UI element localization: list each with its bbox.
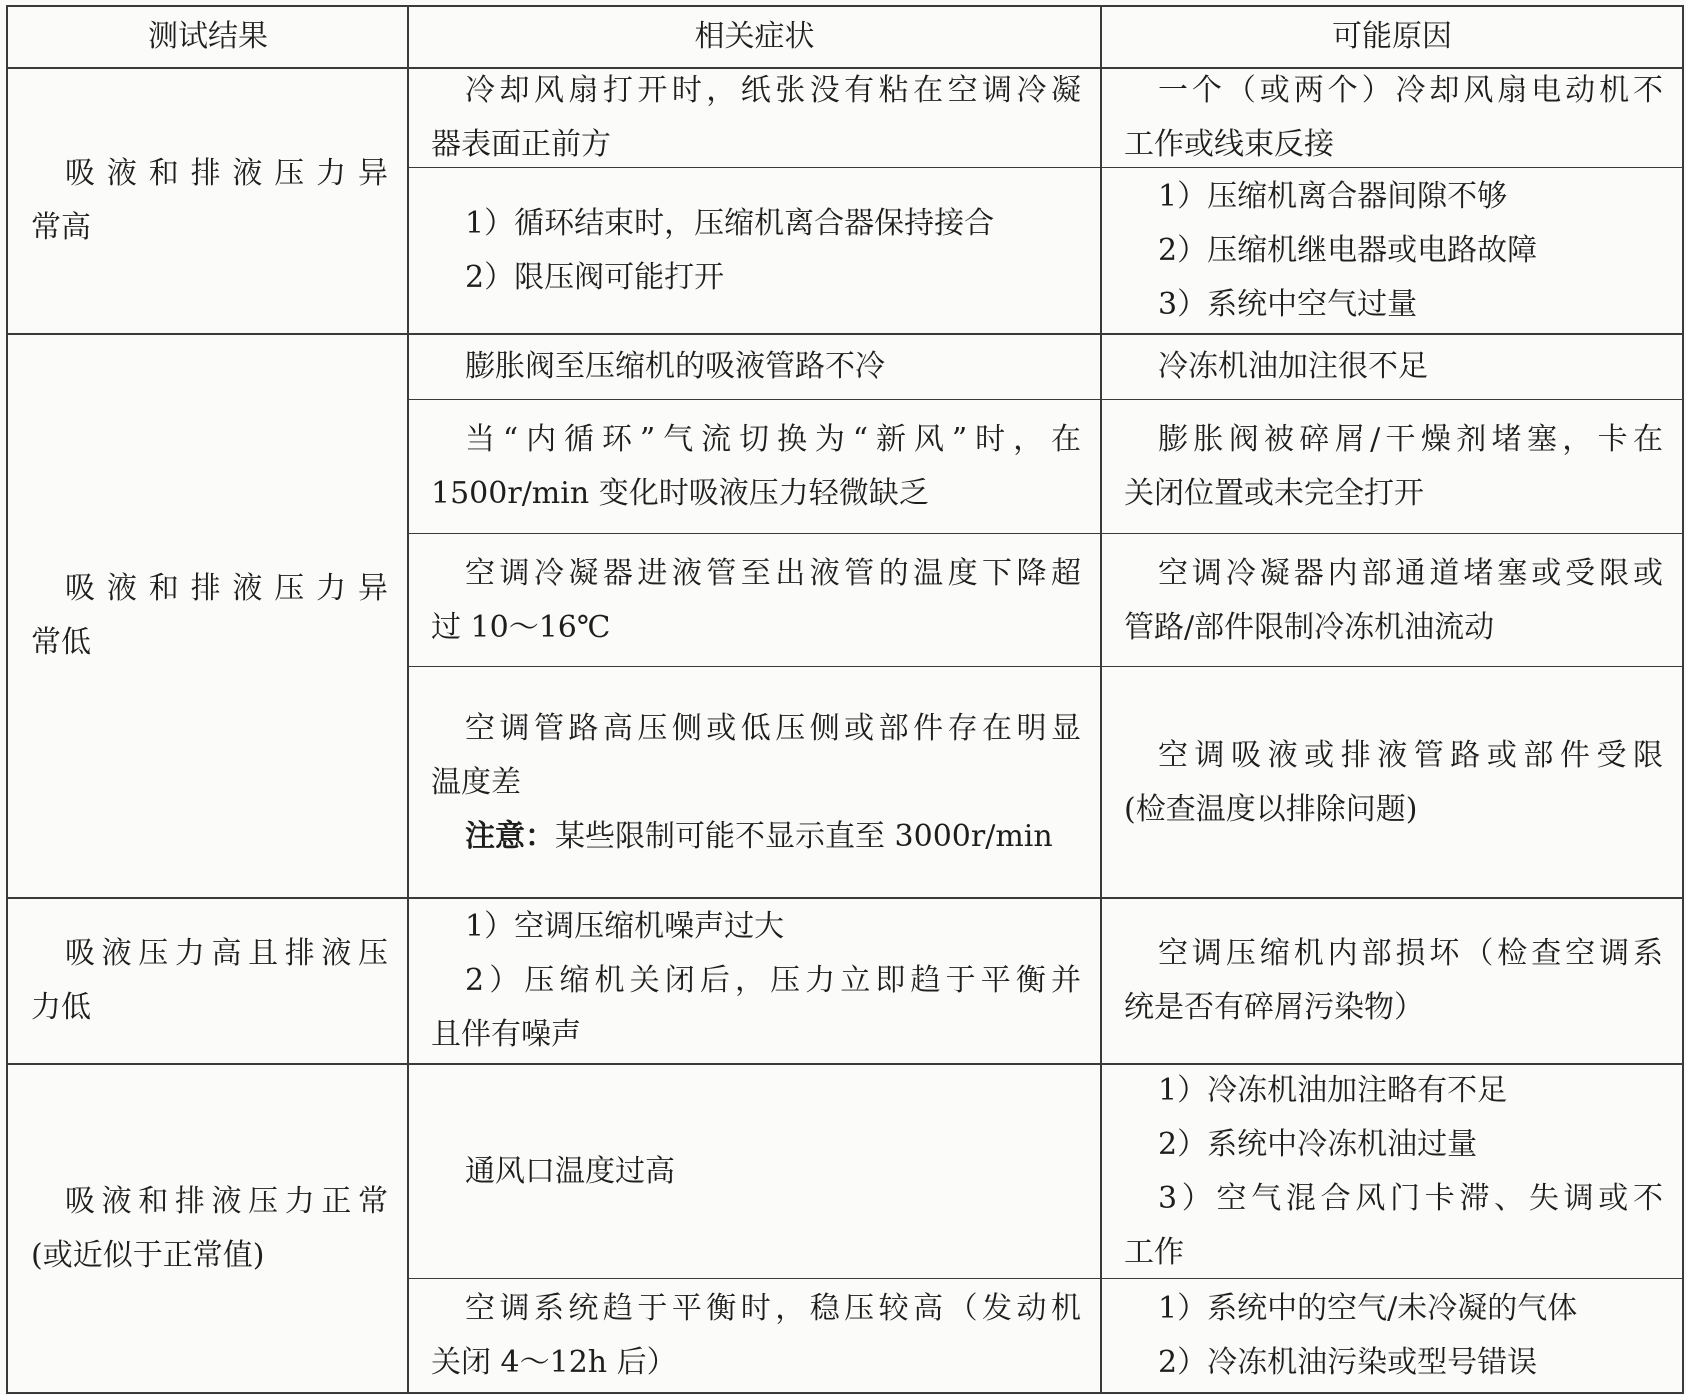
symptom-line: 1）空调压缩机噪声过大 bbox=[465, 909, 785, 944]
cause-line: 冷冻机油加注很不足 bbox=[1158, 349, 1428, 384]
symptom-line: 空调系统趋于平衡时，稳压较高（发动机 bbox=[465, 1291, 1081, 1326]
symptom-line: 当“内循环”气流切换为“新风”时，在 bbox=[465, 422, 1081, 457]
note-text: 某些限制可能不显示直至 3000r/min bbox=[555, 818, 1053, 854]
cause-cell bbox=[1101, 667, 1683, 898]
symptom-line: 2）压缩机关闭后，压力立即趋于平衡并 bbox=[465, 963, 1081, 998]
header-symptoms: 相关症状 bbox=[694, 19, 815, 54]
cause-cell bbox=[1101, 334, 1683, 400]
cause-line: 空调吸液或排液管路或部件受限 bbox=[1158, 737, 1663, 773]
result-line: 常低 bbox=[31, 625, 91, 660]
symptom-line: 且伴有噪声 bbox=[431, 1017, 581, 1052]
symptom-cell bbox=[408, 400, 1101, 534]
cause-cell bbox=[1101, 1279, 1683, 1393]
group-rule bbox=[6, 897, 1684, 899]
row-rule bbox=[407, 1278, 1684, 1279]
table-border-right bbox=[1682, 5, 1684, 1394]
symptom-line: 器表面正前方 bbox=[431, 127, 611, 162]
column-divider bbox=[1100, 5, 1102, 1394]
cause-cell bbox=[1101, 68, 1683, 168]
symptom-line: 空调冷凝器进液管至出液管的温度下降超 bbox=[465, 555, 1081, 591]
cause-cell bbox=[1101, 400, 1683, 534]
cause-line: 1）系统中的空气/未冷凝的气体 bbox=[1158, 1291, 1578, 1326]
symptom-line: 空调管路高压侧或低压侧或部件存在明显 bbox=[465, 710, 1081, 746]
symptom-cell bbox=[408, 1279, 1101, 1393]
header-rule bbox=[6, 67, 1684, 69]
table-border-bottom bbox=[6, 1392, 1684, 1394]
symptom-note bbox=[431, 810, 1081, 864]
symptom-cell bbox=[408, 334, 1101, 400]
cause-line: 统是否有碎屑污染物） bbox=[1124, 990, 1424, 1025]
symptom-cell bbox=[408, 667, 1101, 898]
cause-line: 空调压缩机内部损坏（检查空调系 bbox=[1158, 936, 1663, 971]
row-rule bbox=[407, 399, 1684, 400]
cause-line: 关闭位置或未完全打开 bbox=[1124, 476, 1424, 511]
row-rule bbox=[407, 533, 1684, 534]
group-rule bbox=[6, 1063, 1684, 1065]
cause-line: 一个（或两个）冷却风扇电动机不 bbox=[1158, 73, 1663, 108]
symptom-cell bbox=[408, 68, 1101, 168]
cause-line: 1）冷冻机油加注略有不足 bbox=[1158, 1072, 1508, 1108]
symptom-line: 膨胀阀至压缩机的吸液管路不冷 bbox=[465, 349, 885, 384]
cause-line: 空调冷凝器内部通道堵塞或受限或 bbox=[1158, 555, 1663, 591]
symptom-line: 过 10～16℃ bbox=[431, 609, 611, 645]
result-line: 吸液压力高且排液压 bbox=[65, 936, 388, 971]
header-causes: 可能原因 bbox=[1332, 19, 1452, 54]
cause-cell bbox=[1101, 168, 1683, 334]
cause-line: 2）压缩机继电器或电路故障 bbox=[1158, 233, 1538, 268]
header-test-result: 测试结果 bbox=[148, 19, 268, 54]
group-rule bbox=[6, 333, 1684, 335]
result-cell bbox=[8, 334, 408, 898]
symptom-cell bbox=[408, 168, 1101, 334]
symptom-cell bbox=[408, 534, 1101, 667]
symptom-cell bbox=[408, 1064, 1101, 1279]
table-border-left bbox=[6, 5, 8, 1394]
symptom-line: 1500r/min 变化时吸液压力轻微缺乏 bbox=[431, 476, 929, 511]
symptom-line: 通风口温度过高 bbox=[465, 1153, 675, 1189]
result-line: 力低 bbox=[31, 990, 91, 1025]
cause-line: (检查温度以排除问题) bbox=[1124, 791, 1418, 827]
cause-line: 工作或线束反接 bbox=[1124, 127, 1334, 162]
cause-line: 管路/部件限制冷冻机油流动 bbox=[1124, 609, 1495, 645]
result-line: 吸液和排液压力异 bbox=[65, 156, 388, 191]
result-line: 吸液和排液压力正常 bbox=[65, 1183, 388, 1219]
cause-line: 1）压缩机离合器间隙不够 bbox=[1158, 179, 1508, 214]
symptom-cell bbox=[408, 898, 1101, 1064]
cause-line: 2）系统中冷冻机油过量 bbox=[1158, 1126, 1478, 1162]
cause-cell bbox=[1101, 534, 1683, 667]
column-divider bbox=[407, 5, 409, 1394]
result-cell bbox=[8, 1064, 408, 1393]
cause-cell bbox=[1101, 1064, 1683, 1279]
cause-line: 3）空气混合风门卡滞、失调或不 bbox=[1158, 1180, 1663, 1216]
result-cell bbox=[8, 898, 408, 1064]
note-label: 注意： bbox=[465, 818, 555, 854]
result-line: 常高 bbox=[31, 210, 91, 245]
cause-cell bbox=[1101, 898, 1683, 1064]
cause-line: 2）冷冻机油污染或型号错误 bbox=[1158, 1345, 1538, 1380]
symptom-line: 温度差 bbox=[431, 764, 521, 800]
symptom-line: 2）限压阀可能打开 bbox=[465, 260, 725, 295]
cause-line: 3）系统中空气过量 bbox=[1158, 287, 1418, 322]
symptom-line: 1）循环结束时，压缩机离合器保持接合 bbox=[465, 206, 995, 241]
result-line: 吸液和排液压力异 bbox=[65, 571, 388, 606]
cause-line: 膨胀阀被碎屑/干燥剂堵塞，卡在 bbox=[1158, 422, 1663, 457]
row-rule bbox=[407, 666, 1684, 667]
table-border-top bbox=[6, 5, 1684, 7]
result-cell bbox=[8, 68, 408, 334]
symptom-line: 关闭 4～12h 后） bbox=[431, 1345, 677, 1380]
symptom-line: 冷却风扇打开时，纸张没有粘在空调冷凝 bbox=[465, 73, 1081, 108]
cause-line: 工作 bbox=[1124, 1234, 1184, 1270]
result-line: (或近似于正常值) bbox=[31, 1237, 265, 1273]
row-rule bbox=[407, 167, 1684, 168]
